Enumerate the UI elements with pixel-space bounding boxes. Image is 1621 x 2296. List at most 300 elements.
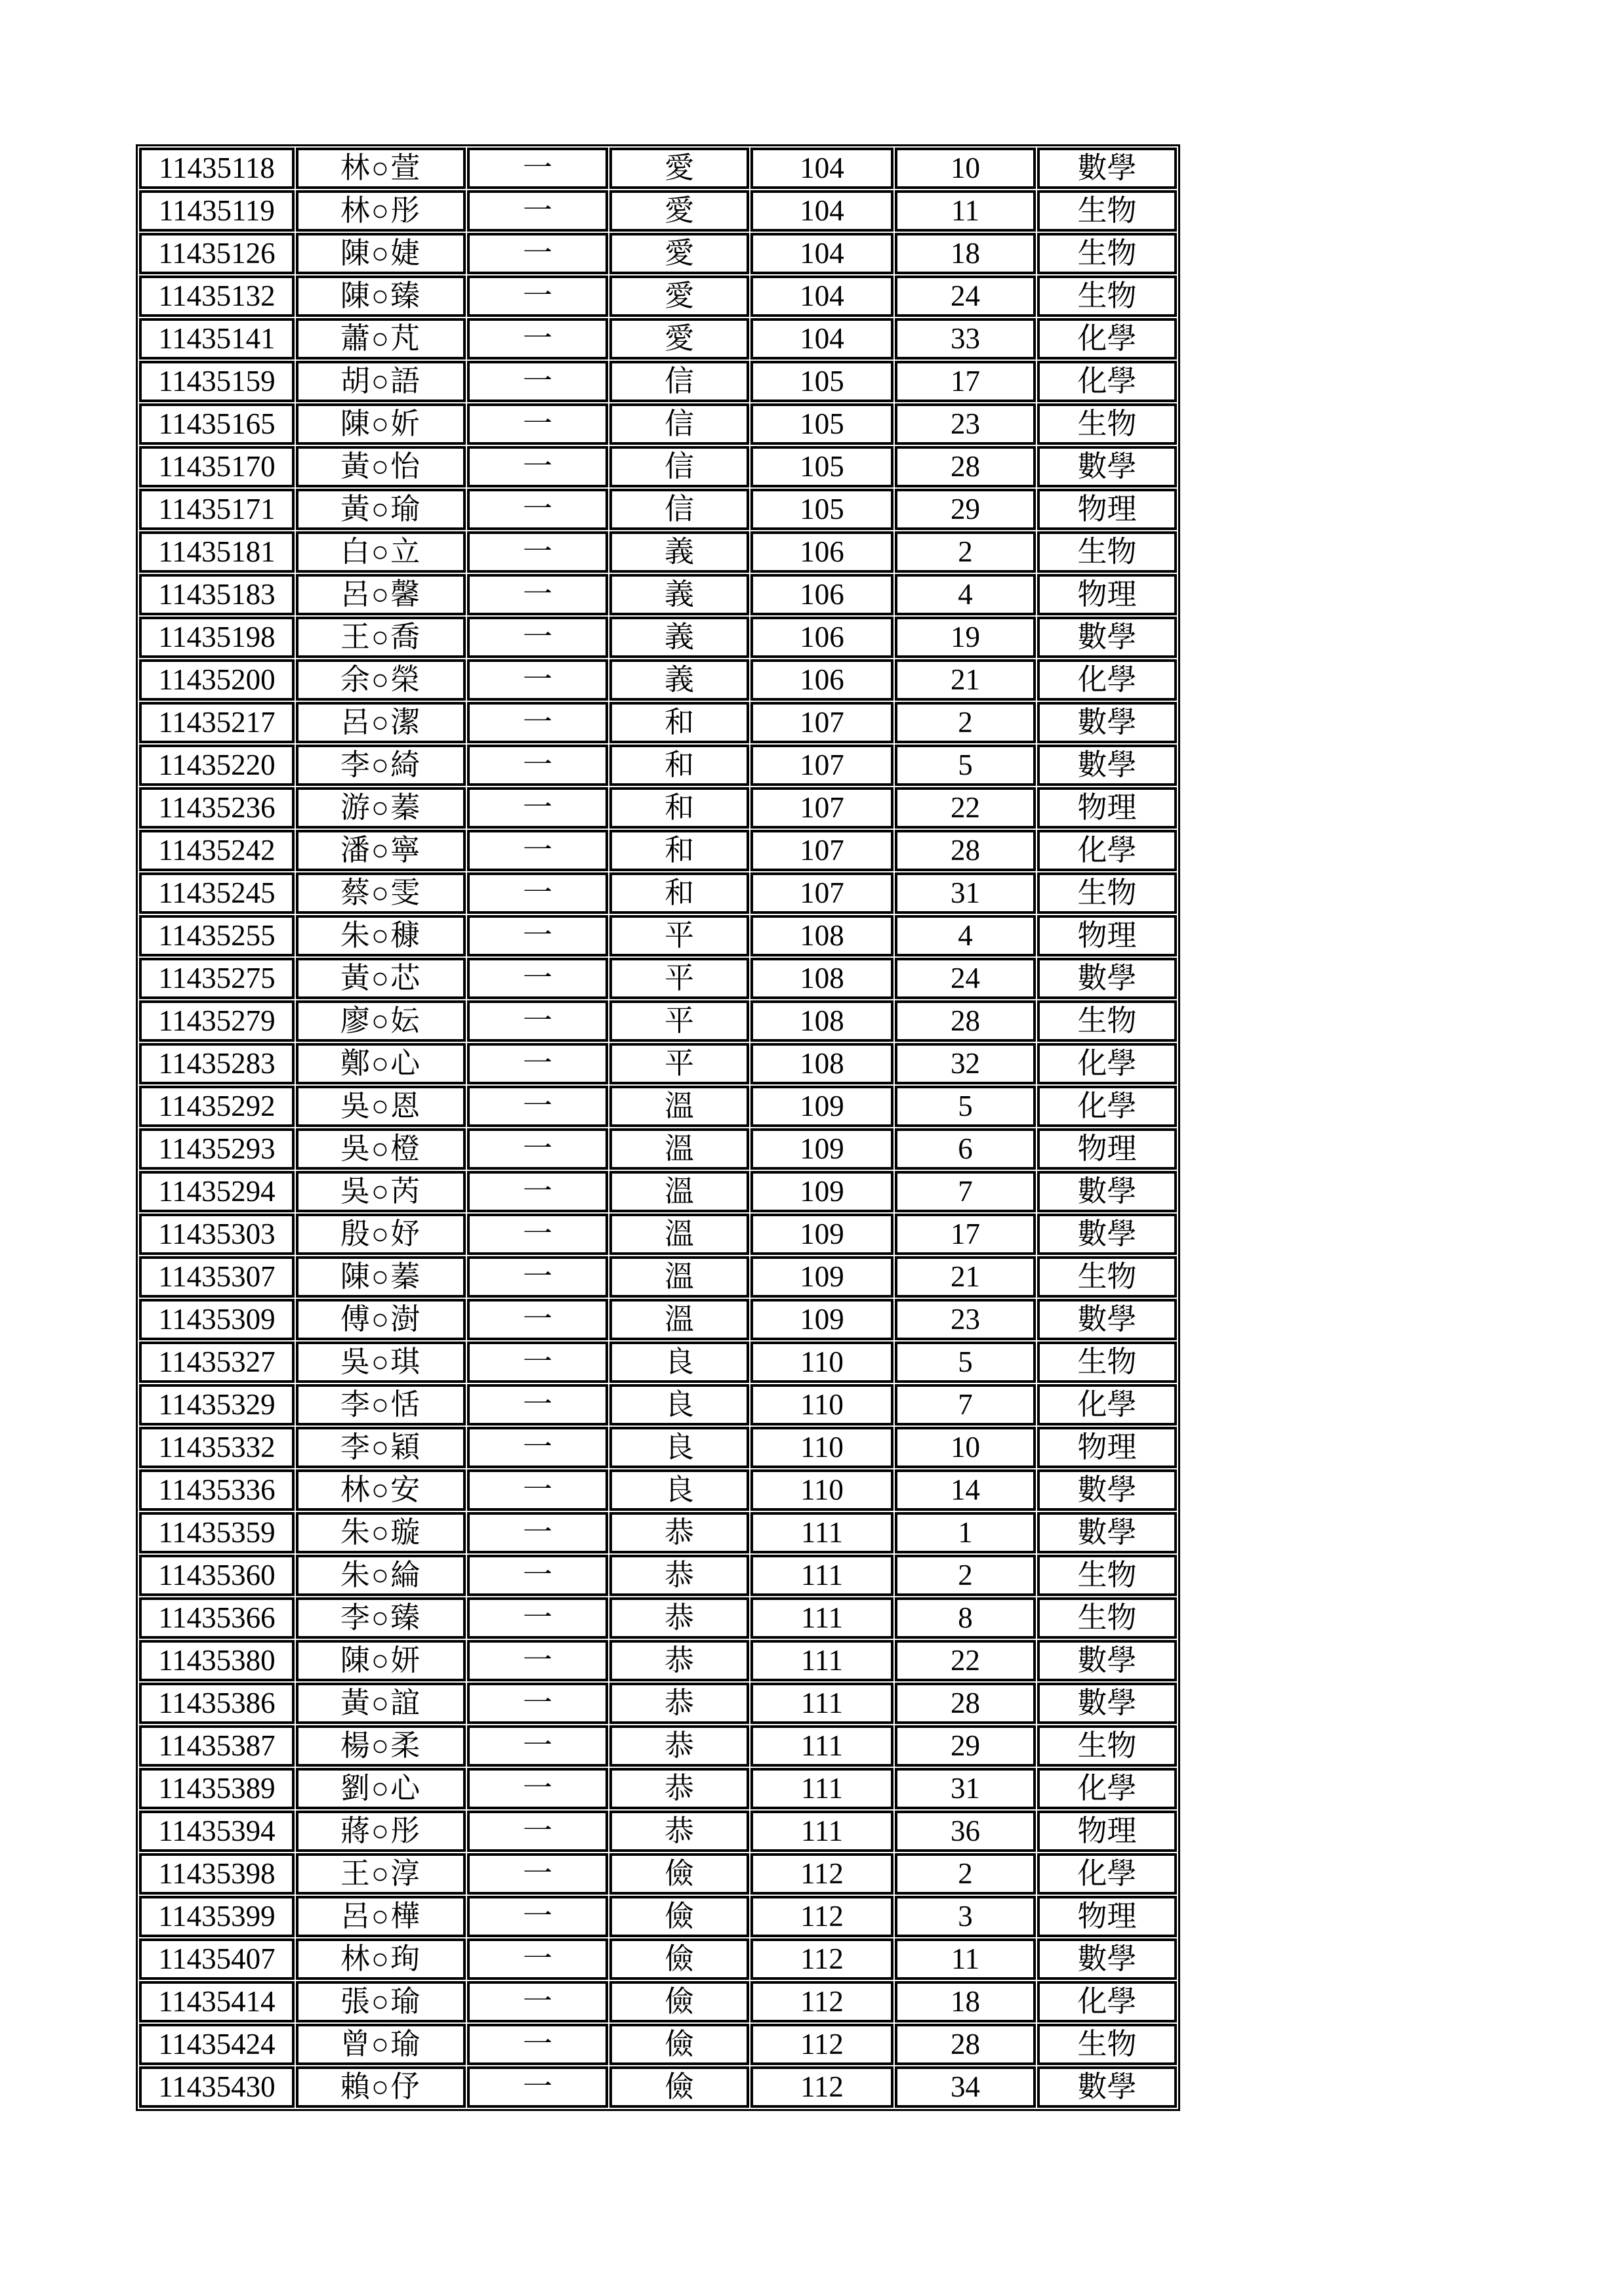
cell-seat-number: 5 xyxy=(895,1342,1036,1383)
cell-class-name: 和 xyxy=(609,787,749,829)
cell-student-id: 11435159 xyxy=(139,361,295,402)
cell-subject: 數學 xyxy=(1037,1299,1177,1340)
cell-class-number: 109 xyxy=(750,1171,893,1212)
cell-name: 楊○柔 xyxy=(296,1725,466,1767)
table-row xyxy=(139,872,1177,914)
cell-name: 潘○寧 xyxy=(296,830,466,871)
table-row xyxy=(139,2066,1177,2108)
cell-name: 林○安 xyxy=(296,1469,466,1511)
cell-student-id: 11435119 xyxy=(139,190,295,232)
table-row xyxy=(139,1171,1177,1212)
cell-subject: 數學 xyxy=(1037,1171,1177,1212)
table-row xyxy=(139,702,1177,743)
cell-name: 李○綺 xyxy=(296,745,466,786)
cell-subject: 化學 xyxy=(1037,1768,1177,1809)
cell-subject: 數學 xyxy=(1037,1640,1177,1681)
cell-subject: 化學 xyxy=(1037,318,1177,359)
cell-student-id: 11435336 xyxy=(139,1469,295,1511)
table-row xyxy=(139,830,1177,871)
cell-seat-number: 31 xyxy=(895,1768,1036,1809)
cell-class-name: 儉 xyxy=(609,1896,749,1937)
cell-class-number: 105 xyxy=(750,403,893,445)
cell-class-number: 104 xyxy=(750,276,893,317)
cell-subject: 化學 xyxy=(1037,1043,1177,1084)
table-row xyxy=(139,1725,1177,1767)
cell-grade: 一 xyxy=(467,1683,608,1724)
cell-seat-number: 28 xyxy=(895,446,1036,487)
cell-class-name: 溫 xyxy=(609,1214,749,1255)
table-row xyxy=(139,1427,1177,1468)
cell-seat-number: 19 xyxy=(895,617,1036,658)
cell-student-id: 11435255 xyxy=(139,915,295,956)
cell-grade: 一 xyxy=(467,233,608,274)
table-row xyxy=(139,1299,1177,1340)
table-row xyxy=(139,403,1177,445)
cell-grade: 一 xyxy=(467,1555,608,1596)
cell-seat-number: 4 xyxy=(895,574,1036,615)
cell-student-id: 11435407 xyxy=(139,1938,295,1980)
cell-student-id: 11435165 xyxy=(139,403,295,445)
cell-class-number: 111 xyxy=(750,1683,893,1724)
cell-subject: 化學 xyxy=(1037,1853,1177,1895)
cell-student-id: 11435132 xyxy=(139,276,295,317)
cell-seat-number: 31 xyxy=(895,872,1036,914)
cell-subject: 數學 xyxy=(1037,1512,1177,1553)
cell-subject: 生物 xyxy=(1037,1725,1177,1767)
cell-name: 張○瑜 xyxy=(296,1981,466,2022)
cell-class-number: 111 xyxy=(750,1768,893,1809)
cell-student-id: 11435170 xyxy=(139,446,295,487)
cell-grade: 一 xyxy=(467,1725,608,1767)
cell-name: 游○蓁 xyxy=(296,787,466,829)
cell-grade: 一 xyxy=(467,1171,608,1212)
cell-grade: 一 xyxy=(467,190,608,232)
cell-student-id: 11435366 xyxy=(139,1597,295,1639)
cell-class-name: 平 xyxy=(609,1043,749,1084)
cell-name: 劉○心 xyxy=(296,1768,466,1809)
cell-seat-number: 28 xyxy=(895,830,1036,871)
cell-seat-number: 6 xyxy=(895,1128,1036,1170)
table-row xyxy=(139,1000,1177,1042)
cell-class-name: 溫 xyxy=(609,1256,749,1298)
cell-seat-number: 29 xyxy=(895,489,1036,530)
cell-class-name: 義 xyxy=(609,531,749,573)
cell-student-id: 11435380 xyxy=(139,1640,295,1681)
cell-seat-number: 11 xyxy=(895,1938,1036,1980)
cell-name: 黃○誼 xyxy=(296,1683,466,1724)
cell-name: 蔡○雯 xyxy=(296,872,466,914)
cell-class-number: 112 xyxy=(750,2066,893,2108)
cell-name: 呂○潔 xyxy=(296,702,466,743)
cell-class-number: 107 xyxy=(750,702,893,743)
cell-name: 朱○穅 xyxy=(296,915,466,956)
cell-class-number: 109 xyxy=(750,1299,893,1340)
cell-name: 朱○綸 xyxy=(296,1555,466,1596)
table-row xyxy=(139,1768,1177,1809)
cell-grade: 一 xyxy=(467,1427,608,1468)
table-row xyxy=(139,318,1177,359)
cell-name: 陳○妡 xyxy=(296,403,466,445)
cell-student-id: 11435171 xyxy=(139,489,295,530)
cell-seat-number: 24 xyxy=(895,958,1036,999)
cell-student-id: 11435414 xyxy=(139,1981,295,2022)
cell-seat-number: 5 xyxy=(895,745,1036,786)
cell-class-number: 111 xyxy=(750,1640,893,1681)
cell-name: 呂○樺 xyxy=(296,1896,466,1937)
cell-class-number: 111 xyxy=(750,1725,893,1767)
cell-subject: 生物 xyxy=(1037,1342,1177,1383)
cell-subject: 數學 xyxy=(1037,702,1177,743)
cell-subject: 化學 xyxy=(1037,1384,1177,1425)
cell-seat-number: 1 xyxy=(895,1512,1036,1553)
cell-subject: 生物 xyxy=(1037,531,1177,573)
cell-student-id: 11435183 xyxy=(139,574,295,615)
cell-seat-number: 36 xyxy=(895,1811,1036,1852)
cell-class-name: 義 xyxy=(609,659,749,701)
cell-subject: 物理 xyxy=(1037,1896,1177,1937)
table-row xyxy=(139,1555,1177,1596)
table-row xyxy=(139,1342,1177,1383)
cell-name: 朱○璇 xyxy=(296,1512,466,1553)
cell-class-name: 恭 xyxy=(609,1768,749,1809)
table-row xyxy=(139,2024,1177,2065)
cell-seat-number: 18 xyxy=(895,233,1036,274)
cell-student-id: 11435389 xyxy=(139,1768,295,1809)
cell-student-id: 11435217 xyxy=(139,702,295,743)
cell-grade: 一 xyxy=(467,1299,608,1340)
cell-class-name: 義 xyxy=(609,574,749,615)
cell-subject: 生物 xyxy=(1037,190,1177,232)
cell-class-number: 104 xyxy=(750,318,893,359)
cell-class-name: 愛 xyxy=(609,148,749,189)
cell-class-number: 107 xyxy=(750,872,893,914)
cell-class-name: 和 xyxy=(609,745,749,786)
cell-class-number: 106 xyxy=(750,574,893,615)
cell-grade: 一 xyxy=(467,787,608,829)
cell-name: 陳○妍 xyxy=(296,1640,466,1681)
cell-student-id: 11435360 xyxy=(139,1555,295,1596)
cell-student-id: 11435294 xyxy=(139,1171,295,1212)
table-row xyxy=(139,1469,1177,1511)
cell-student-id: 11435220 xyxy=(139,745,295,786)
cell-student-id: 11435327 xyxy=(139,1342,295,1383)
table-row xyxy=(139,745,1177,786)
cell-grade: 一 xyxy=(467,1597,608,1639)
cell-seat-number: 17 xyxy=(895,361,1036,402)
cell-grade: 一 xyxy=(467,1043,608,1084)
cell-class-number: 110 xyxy=(750,1427,893,1468)
cell-seat-number: 10 xyxy=(895,1427,1036,1468)
table-row xyxy=(139,1086,1177,1127)
cell-class-name: 和 xyxy=(609,830,749,871)
table-row xyxy=(139,1896,1177,1937)
cell-subject: 生物 xyxy=(1037,1597,1177,1639)
cell-grade: 一 xyxy=(467,1214,608,1255)
cell-subject: 生物 xyxy=(1037,872,1177,914)
cell-student-id: 11435181 xyxy=(139,531,295,573)
cell-class-number: 108 xyxy=(750,1043,893,1084)
cell-class-name: 良 xyxy=(609,1427,749,1468)
cell-class-number: 110 xyxy=(750,1469,893,1511)
cell-name: 李○臻 xyxy=(296,1597,466,1639)
cell-class-number: 109 xyxy=(750,1256,893,1298)
cell-class-name: 良 xyxy=(609,1384,749,1425)
cell-class-name: 恭 xyxy=(609,1640,749,1681)
cell-grade: 一 xyxy=(467,830,608,871)
cell-class-number: 112 xyxy=(750,2024,893,2065)
cell-seat-number: 29 xyxy=(895,1725,1036,1767)
cell-seat-number: 18 xyxy=(895,1981,1036,2022)
cell-name: 黃○瑜 xyxy=(296,489,466,530)
cell-grade: 一 xyxy=(467,318,608,359)
cell-class-number: 109 xyxy=(750,1086,893,1127)
cell-name: 蕭○芃 xyxy=(296,318,466,359)
cell-class-number: 105 xyxy=(750,446,893,487)
cell-class-name: 平 xyxy=(609,915,749,956)
cell-class-name: 恭 xyxy=(609,1512,749,1553)
cell-name: 林○珣 xyxy=(296,1938,466,1980)
cell-class-name: 恭 xyxy=(609,1683,749,1724)
cell-student-id: 11435386 xyxy=(139,1683,295,1724)
cell-name: 陳○婕 xyxy=(296,233,466,274)
cell-class-number: 108 xyxy=(750,1000,893,1042)
table-row xyxy=(139,233,1177,274)
cell-class-name: 儉 xyxy=(609,1981,749,2022)
cell-subject: 物理 xyxy=(1037,915,1177,956)
table-row xyxy=(139,1214,1177,1255)
table-row xyxy=(139,1128,1177,1170)
cell-name: 吳○橙 xyxy=(296,1128,466,1170)
cell-class-name: 愛 xyxy=(609,233,749,274)
cell-student-id: 11435245 xyxy=(139,872,295,914)
cell-seat-number: 2 xyxy=(895,702,1036,743)
cell-name: 蔣○彤 xyxy=(296,1811,466,1852)
cell-seat-number: 5 xyxy=(895,1086,1036,1127)
cell-grade: 一 xyxy=(467,574,608,615)
cell-class-name: 儉 xyxy=(609,1853,749,1895)
cell-class-name: 和 xyxy=(609,872,749,914)
cell-class-number: 104 xyxy=(750,233,893,274)
cell-student-id: 11435141 xyxy=(139,318,295,359)
cell-seat-number: 2 xyxy=(895,1853,1036,1895)
table-row xyxy=(139,1597,1177,1639)
cell-seat-number: 33 xyxy=(895,318,1036,359)
cell-class-name: 良 xyxy=(609,1469,749,1511)
cell-name: 胡○語 xyxy=(296,361,466,402)
table-row xyxy=(139,915,1177,956)
cell-class-name: 愛 xyxy=(609,276,749,317)
cell-class-number: 111 xyxy=(750,1811,893,1852)
cell-class-name: 信 xyxy=(609,446,749,487)
cell-class-number: 107 xyxy=(750,830,893,871)
cell-subject: 化學 xyxy=(1037,659,1177,701)
cell-seat-number: 28 xyxy=(895,1000,1036,1042)
cell-student-id: 11435275 xyxy=(139,958,295,999)
table-row xyxy=(139,489,1177,530)
cell-class-name: 儉 xyxy=(609,1938,749,1980)
cell-student-id: 11435303 xyxy=(139,1214,295,1255)
cell-subject: 化學 xyxy=(1037,1981,1177,2022)
cell-seat-number: 17 xyxy=(895,1214,1036,1255)
cell-name: 王○喬 xyxy=(296,617,466,658)
cell-name: 殷○妤 xyxy=(296,1214,466,1255)
cell-class-number: 104 xyxy=(750,148,893,189)
cell-class-number: 110 xyxy=(750,1342,893,1383)
table-row xyxy=(139,1640,1177,1681)
cell-grade: 一 xyxy=(467,2066,608,2108)
cell-grade: 一 xyxy=(467,958,608,999)
cell-subject: 數學 xyxy=(1037,1683,1177,1724)
table-row xyxy=(139,1683,1177,1724)
cell-student-id: 11435332 xyxy=(139,1427,295,1468)
cell-subject: 數學 xyxy=(1037,1214,1177,1255)
cell-seat-number: 10 xyxy=(895,148,1036,189)
roster-body xyxy=(139,148,1177,2108)
cell-name: 李○恬 xyxy=(296,1384,466,1425)
cell-student-id: 11435200 xyxy=(139,659,295,701)
table-row xyxy=(139,1853,1177,1895)
cell-grade: 一 xyxy=(467,1256,608,1298)
cell-class-name: 恭 xyxy=(609,1725,749,1767)
table-row xyxy=(139,276,1177,317)
cell-subject: 生物 xyxy=(1037,1555,1177,1596)
cell-seat-number: 11 xyxy=(895,190,1036,232)
cell-student-id: 11435430 xyxy=(139,2066,295,2108)
cell-grade: 一 xyxy=(467,745,608,786)
cell-student-id: 11435394 xyxy=(139,1811,295,1852)
cell-class-name: 溫 xyxy=(609,1299,749,1340)
cell-name: 賴○伃 xyxy=(296,2066,466,2108)
cell-name: 吳○芮 xyxy=(296,1171,466,1212)
cell-class-name: 信 xyxy=(609,489,749,530)
cell-student-id: 11435292 xyxy=(139,1086,295,1127)
cell-class-name: 恭 xyxy=(609,1811,749,1852)
cell-class-number: 111 xyxy=(750,1597,893,1639)
cell-subject: 數學 xyxy=(1037,1938,1177,1980)
cell-student-id: 11435242 xyxy=(139,830,295,871)
cell-seat-number: 3 xyxy=(895,1896,1036,1937)
cell-class-name: 恭 xyxy=(609,1597,749,1639)
cell-class-name: 溫 xyxy=(609,1128,749,1170)
cell-name: 陳○蓁 xyxy=(296,1256,466,1298)
table-row xyxy=(139,531,1177,573)
cell-student-id: 11435424 xyxy=(139,2024,295,2065)
table-row xyxy=(139,190,1177,232)
cell-name: 呂○馨 xyxy=(296,574,466,615)
cell-class-name: 信 xyxy=(609,361,749,402)
cell-seat-number: 23 xyxy=(895,403,1036,445)
cell-grade: 一 xyxy=(467,403,608,445)
cell-name: 吳○琪 xyxy=(296,1342,466,1383)
cell-subject: 化學 xyxy=(1037,361,1177,402)
cell-student-id: 11435399 xyxy=(139,1896,295,1937)
cell-seat-number: 22 xyxy=(895,1640,1036,1681)
cell-seat-number: 2 xyxy=(895,1555,1036,1596)
cell-name: 白○立 xyxy=(296,531,466,573)
cell-grade: 一 xyxy=(467,1469,608,1511)
cell-class-number: 112 xyxy=(750,1938,893,1980)
cell-grade: 一 xyxy=(467,1342,608,1383)
cell-class-number: 106 xyxy=(750,531,893,573)
cell-class-name: 儉 xyxy=(609,2066,749,2108)
cell-grade: 一 xyxy=(467,1384,608,1425)
cell-grade: 一 xyxy=(467,1512,608,1553)
cell-class-number: 104 xyxy=(750,190,893,232)
cell-grade: 一 xyxy=(467,872,608,914)
cell-grade: 一 xyxy=(467,1000,608,1042)
cell-student-id: 11435398 xyxy=(139,1853,295,1895)
cell-seat-number: 8 xyxy=(895,1597,1036,1639)
cell-class-number: 110 xyxy=(750,1384,893,1425)
cell-class-name: 和 xyxy=(609,702,749,743)
cell-class-name: 溫 xyxy=(609,1086,749,1127)
cell-class-number: 108 xyxy=(750,915,893,956)
cell-name: 陳○臻 xyxy=(296,276,466,317)
cell-subject: 數學 xyxy=(1037,617,1177,658)
cell-class-name: 信 xyxy=(609,403,749,445)
cell-grade: 一 xyxy=(467,1981,608,2022)
cell-seat-number: 2 xyxy=(895,531,1036,573)
cell-subject: 化學 xyxy=(1037,830,1177,871)
cell-name: 吳○恩 xyxy=(296,1086,466,1127)
cell-grade: 一 xyxy=(467,276,608,317)
cell-subject: 生物 xyxy=(1037,2024,1177,2065)
cell-grade: 一 xyxy=(467,702,608,743)
cell-grade: 一 xyxy=(467,1086,608,1127)
cell-class-number: 112 xyxy=(750,1981,893,2022)
table-row xyxy=(139,148,1177,189)
cell-grade: 一 xyxy=(467,1896,608,1937)
table-row xyxy=(139,1938,1177,1980)
cell-grade: 一 xyxy=(467,148,608,189)
cell-seat-number: 4 xyxy=(895,915,1036,956)
cell-grade: 一 xyxy=(467,1640,608,1681)
cell-seat-number: 23 xyxy=(895,1299,1036,1340)
cell-grade: 一 xyxy=(467,361,608,402)
cell-name: 廖○妘 xyxy=(296,1000,466,1042)
cell-seat-number: 24 xyxy=(895,276,1036,317)
cell-class-number: 111 xyxy=(750,1512,893,1553)
cell-grade: 一 xyxy=(467,1938,608,1980)
cell-grade: 一 xyxy=(467,446,608,487)
cell-class-name: 平 xyxy=(609,1000,749,1042)
cell-grade: 一 xyxy=(467,1811,608,1852)
table-row xyxy=(139,1981,1177,2022)
cell-grade: 一 xyxy=(467,2024,608,2065)
cell-subject: 生物 xyxy=(1037,1000,1177,1042)
table-row xyxy=(139,1256,1177,1298)
cell-student-id: 11435293 xyxy=(139,1128,295,1170)
cell-student-id: 11435126 xyxy=(139,233,295,274)
table-row xyxy=(139,787,1177,829)
table-row xyxy=(139,361,1177,402)
cell-subject: 生物 xyxy=(1037,1256,1177,1298)
cell-class-number: 107 xyxy=(750,787,893,829)
cell-subject: 化學 xyxy=(1037,1086,1177,1127)
cell-subject: 物理 xyxy=(1037,574,1177,615)
cell-class-number: 112 xyxy=(750,1853,893,1895)
cell-class-name: 溫 xyxy=(609,1171,749,1212)
cell-subject: 數學 xyxy=(1037,745,1177,786)
cell-class-number: 111 xyxy=(750,1555,893,1596)
cell-subject: 數學 xyxy=(1037,958,1177,999)
cell-subject: 物理 xyxy=(1037,489,1177,530)
cell-class-number: 106 xyxy=(750,617,893,658)
cell-subject: 生物 xyxy=(1037,276,1177,317)
table-row xyxy=(139,1811,1177,1852)
cell-grade: 一 xyxy=(467,1128,608,1170)
cell-student-id: 11435307 xyxy=(139,1256,295,1298)
